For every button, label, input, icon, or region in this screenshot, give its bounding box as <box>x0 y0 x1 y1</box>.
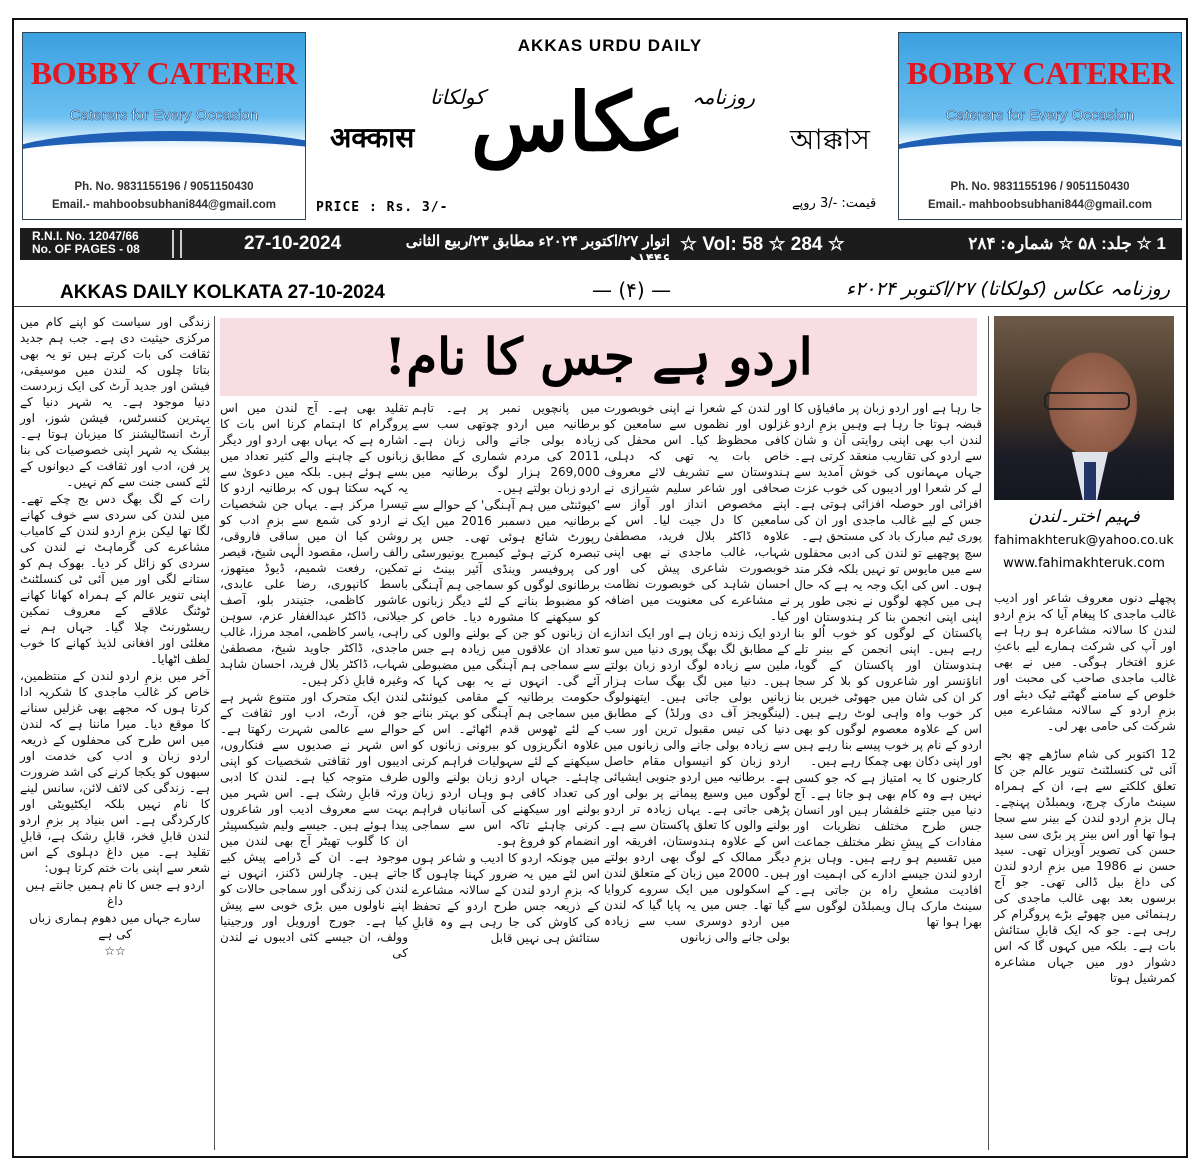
issue-date: 27-10-2024 <box>244 233 342 254</box>
header-rule <box>14 306 1186 307</box>
price-english: PRICE : Rs. 3/- <box>316 200 449 215</box>
wave-graphic <box>22 131 306 181</box>
page-number: — (۴) — <box>592 278 672 302</box>
article-column-3 <box>604 400 790 946</box>
article-column-5 <box>220 400 408 962</box>
page-header-urdu: روزنامہ عکاس (کولکاتا) ۲۷/اکتوبر ۲۰۲۴ء <box>846 278 1170 300</box>
verse-line: سارے جہاں میں دھوم ہماری زباں کی ہے <box>29 911 201 941</box>
volume-issue-urdu: 1 ☆ جلد: ۵۸ ☆ شمارہ: ۲۸۴ <box>968 234 1166 253</box>
ad-email: Email.- mahboobsubhani844@gmail.com <box>927 199 1152 211</box>
price-urdu: قیمت: -/3 روپے <box>792 196 877 211</box>
paragraph: پچھلے دنوں معروف شاعر اور ادیب غالب ماجدی کا پیغام آیا کہ بزمِ اردو لندن کا سالانہ مشاعرہ ہو رہا ہے اور آپ کی شرکت ہمارے لیے باعثِ عزو افتخار ہوگی۔ میں نے بھی غالب ماجدی صاحب کی محبت اور خلوص کے سامنے گھٹنے ٹیک دیئے اور بزمِ اردو کے سالانہ مشاعرے میں شرکت کی حامی بھر لی۔ <box>994 591 1176 733</box>
ad-brand: BOBBY CATERER <box>30 55 298 91</box>
column-divider <box>214 316 215 1150</box>
rni-block <box>32 230 140 256</box>
author-photo <box>994 316 1174 500</box>
ad-brand: BOBBY CATERER <box>906 55 1174 91</box>
paragraph: میں چونکہ اردو کا ادیب و شاعر ہوں اس لئے میں یہ ضرور کہنا چاہوں گا کہ بزمِ اردو لندن کے سالانہ مشاعرے کے ذریعہ جس طرح اردو کے تحفظ کی کاوش کی جا رہی ہے وہ قابلِ ستائش ہی نہیں قابل <box>412 851 600 945</box>
paragraph: 'کیوئنٹی میں ہم آہنگی' کے حوالے سے برطانیہ میں دسمبر 2016 میں ایک رپورٹ شائع ہوئی تھی۔ جس پر تبصرہ کرتے ہوئے کیمبرج یونیورسٹی کی پروفیسر وینڈی آئیر بینٹ نے برطانوی لوگوں کو سماجی ہم آہنگی کو مضبوط بنانے کے لئے دیگر زبانوں کو سیکھنے کا مشورہ دیا۔ خاص کر ان زبانوں کو جن کے بولنے والوں کی تعداد ان علاقوں میں زیادہ ہے جس سے سماجی ہم آہنگی میں مضبوطی آئے گی۔ انہوں نے یہ بھی کہا کہ حکومت برطانیہ کے مقامی کیوئنٹی میں سماجی ہم آہنگی کو بہتر بنانے کے لئے ٹھوس قدم اٹھائے۔ اس کے علاوہ انگریزوں کو بیرونی زبانوں کو سیکھنے کے لئے سہولیات فراہم کرنی چاہئے۔ جہاں اردو زبان بولنے والوں کی تعداد کافی ہو وہاں اردو زبان بولنے اور سیکھنے کی آسانیاں فراہم کرنی چاہئے تاکہ اس سے سماجی انضمام کو فروغ ہو۔ <box>412 498 600 848</box>
paragraph: آخر میں بزمِ اردو لندن کے منتظمین، خاص کر غالب ماجدی کا شکریہ ادا کرتا ہوں کہ مجھے بھی غزلیں سنانے کا موقع دیا۔ میرا ماننا ہے کہ لندن میں اس طرح کی محفلوں کے ذریعہ اردو زبان و ادب کی خدمت اور سبھوں کو یکجا کرنے کی اشد ضرورت ہے۔ زندگی کی لائف لائن، سانس لینے کا نام نہیں بلکہ ایکٹیویٹی اور کارکردگی ہے۔ اس بنیاد پر بزمِ اردو لندن قابلِ فخر، قابلِ رشک ہے، قابلِ تقلید ہے۔ میں داغ دہلوی کے اس شعر سے اپنی بات ختم کرتا ہوں: <box>20 669 210 875</box>
paragraph: رات کے لگ بھگ دس بج چکے تھے۔ میں لندن کی سردی سے خوف کھانے لگا تھا لیکن بزمِ اردو لندن کے کامیاب مشاعرے کی گرماہٹ نے لندن کی سردی کو زائل کر دیا۔ بھوک ہم کو ستانے لگی اور میں آئی ٹی کنسلٹنٹ اپنی تنویر عالم کے ہمراہ کھانا کھانے ٹوٹنگ علاقے کے معروف نمکین ریسٹورنٹ چلا گیا۔ جہاں ہم نے مغلئی اور افغانی لذیذ کھانے کا خوب لطف اٹھایا۔ <box>20 492 210 666</box>
paragraph: اور لندن کے شعرا نے اپنی خوبصورت غزلوں اور نظموں سے سامعین کو کافی محظوظ کیا۔ اس محفل کی خاص بات یہ تھی کہ دہلی، ہندوستان سے تشریف لائے معروف صحافی اور شاعر سلیم شیرازی نے اپنے مخصوص انداز اور آواز سے سامعین کا دل جیت لیا۔ اس کے علاوہ ڈاکٹر بلال فرید، مصطفیٰ شہاب، غالب ماجدی نے بھی اپنی خوبصورت شاعری پیش کی اور احسان شاہد کی خوبصورت نظامت نے مشاعرے کی معنویت میں اضافہ کیا۔ <box>604 401 790 623</box>
article-headline: اردو ہے جس کا نام! <box>220 318 977 396</box>
article-column-1 <box>994 590 1176 987</box>
volume-issue: ☆ Vol: 58 ☆ 284 ☆ <box>680 234 845 255</box>
masthead-english: AKKAS URDU DAILY <box>517 36 703 55</box>
rni-number: R.N.I. No. 12047/66 <box>32 229 139 243</box>
glasses <box>1044 392 1130 410</box>
ad-tagline: Caterers for Every Occasion <box>945 107 1135 124</box>
tie <box>1084 462 1096 500</box>
masthead-hindi: अक्कास <box>330 121 415 154</box>
issue-date-urdu: اتوار ۲۷/اکتوبر ۲۰۲۴ء مطابق ۲۳/ربیع الثانی ۱۴۴۶ھ <box>405 233 670 268</box>
paragraph: سچ پوچھیے تو لندن کی ادبی محفلوں سے میں مایوس تو نہیں بلکہ فکر مند ہوں۔ اس کی ایک وجہ یہ ہے کہ حال ہی میں کچھ لوگوں نے نجی طور پر اپنی اپنی انجمن بنا کر ہندوستان اور پاکستان کے لوگوں کو خوب اُلو بنا رہے ہیں۔ اپنی انجمن کے بینر تلے ہندوستان اور پاکستان کے گویا، اناؤنسر اور شاعروں کو بلا کر سجا کر ان کی شان میں جھوٹی خبریں بنا کر خوب واہ واہی لوٹ رہے ہیں۔ اس کے علاوہ معصوم لوگوں کو بھی اردو کے نام پر خوب پیسے بنا رہے ہیں اور اپنی دکان بھی چمکا رہے ہیں۔ <box>794 546 982 768</box>
ad-bobby-caterer-left[interactable] <box>22 32 306 220</box>
divider <box>172 230 182 258</box>
paragraph: لندن ایک متحرک اور متنوع شہر ہے جو فن، آرٹ، ادب اور ثقافت کے حوالے سے عالمی شہرت رکھتا ہے۔ اس شہر نے صدیوں سے فنکاروں، ادیبوں اور ثقافتی شخصیات کو اپنی طرف متوجہ کیا ہے۔ لندن کا ادبی ورثہ قابلِ رشک ہے۔ اس شہر میں بہت سے معروف ادیب اور شاعروں پیدا ہوئے ہیں۔ جیسے ولیم شیکسپیئر ان کا گلوب تھیٹر آج بھی لندن میں موجود ہے۔ ان کے ڈرامے پیش کیے جاتے ہیں۔ چارلس ڈکنز، انہوں نے لندن کی زندگی اور سماجی حالات کو اپنے ناولوں میں بڑی خوبی سے پیش کیا ہے۔ جورج اورویل اور ورجینیا وولف، ان جیسے کئی ادیبوں نے لندن کی <box>220 690 408 960</box>
article-column-4 <box>412 400 600 947</box>
page-count: No. OF PAGES - 08 <box>32 242 140 256</box>
masthead-kolkata: کولکاتا <box>430 85 485 109</box>
ad-bobby-caterer-right[interactable] <box>898 32 1182 220</box>
masthead-bengali: আক্কাস <box>790 123 870 156</box>
ad-phone: Ph. No. 9831155196 / 9051150430 <box>74 181 254 193</box>
page-header-english: AKKAS DAILY KOLKATA 27-10-2024 <box>60 282 385 303</box>
ad-tagline: Caterers for Every Occasion <box>69 107 259 124</box>
masthead-logo: عکاس <box>471 75 685 169</box>
article-column-6 <box>20 314 210 960</box>
paragraph: میں پانچویں نمبر پر ہے۔ تاہم برطانیہ میں اردو چوتھی سب سے زیادہ بولی جانے والی زبان ہے۔ 2011 کی مردم شماری کے مطابق 269,000 ہزار لوگ برطانیہ میں اردو زبان بولتے ہیں۔ <box>412 401 600 495</box>
author-name: فہیم اختر۔لندن <box>1028 507 1140 527</box>
author-email[interactable]: fahimakhteruk@yahoo.co.uk <box>994 532 1174 547</box>
paragraph: جا رہا ہے اور اردو زبان پر مافیاؤں کا قبضہ ہوتا جا رہا ہے وہیں بزمِ اردو لندن اب بھی اپنی روایتی آن و شان سے اردو کی تقاریب منعقد کرتی ہے۔ جہاں مہمانوں کی خوش آمدید سے لے کر شعرا اور ادیبوں کی خوب عزت افزائی اور حوصلہ افزائی ہوتی ہے۔ جس کے لیے غالب ماجدی اور ان کی پوری ٹیم مبارک باد کی مستحق ہے۔ <box>794 401 982 543</box>
paragraph: زندگی اور سیاست کو اپنے کام میں مرکزی حیثیت دی ہے۔ جب ہم جدید ثقافت کی بات کرتے ہیں تو یہ بھی بتاتا چلوں کہ لندن میں موسیقی، فیشن اور جدید آرٹ کی ایک زبردست دنیا موجود ہے۔ یہ شہر دنیا کے بہترین کنسرٹس، فیشن شوز، اور آرٹ انسٹالیشنز کا میزبان ہوتا ہے۔ بیشک یہ شہر اپنی خصوصیات کی بنا پر فن، ادب اور ثقافت کے دیوانوں کے لئے کسی جنت سے کم نہیں۔ <box>20 315 210 489</box>
verse-line: اردو ہے جس کا نام ہمیں جانتے ہیں داغ <box>25 878 205 908</box>
paragraph: تقلید بھی ہے۔ آج لندن میں اس پروگرام کا اہتمام کرنا اس بات کا اشارہ ہے کہ یہاں بھی اردو اور دیگر زبانوں کے چاہنے والے کثیر تعداد میں بسے ہوئے ہیں۔ بلکہ میں دعویٰ سے یہ کہہ سکتا ہوں کہ برطانیہ اردو کا تیسرا مرکز ہے۔ یہاں جن شخصیات نے اردو کی شمع سے بزمِ ادب کو روشن کیا ان میں ساقی فاروقی، رالف راسل، مقصود الٰہی شیخ، قیصر تمکین، رفعت شمیم، ڈیوڈ میتھوز، باسط کانپوری، رضا علی عابدی، عاشور کاظمی، جتیندر بلو، آصف جیلانی، ڈاکٹر عبدالغفار عزم، سوہن راہی، یاسر کاظمی، امجد مرزا، غالب ماجدی، ڈاکٹر جاوید شیخ، مصطفیٰ شہاب، ڈاکٹر بلال فرید، احسان شاہد وغیرہ قابلِ ذکر ہیں۔ <box>220 401 408 687</box>
paragraph: 12 اکتوبر کی شام ساڑھے چھ بجے آئی ٹی کنسلٹنٹ تنویر عالم جن کا تعلق کلکتے سے ہے، ان کے ہمراہ سینٹ مارک چرچ، ویمبلڈن پہنچے۔ ہال بزمِ اردو لندن کے بینر سے سجا ہوا تھا اور اس بینر پر بڑی سی سید حسن کی تصویر آویزاں تھی۔ سید حسن نے 1986 میں بزمِ اردو لندن کی داغ بیل ڈالی تھی۔ جو آج برسوں بعد بھی غالب ماجدی کی رہنمائی میں چھوٹے بڑے پروگرام کر رہی ہے۔ جو کہ ایک قابلِ ستائش بات ہے۔ بلکہ میں کہوں گا کہ اس دشوار دور میں جہاں مشاعرہ کمرشیل ہوتا <box>994 747 1176 985</box>
paragraph: کارجنوں کا یہ امتیاز ہے کہ جو کسی نہیں ہے وہ کام بھی ہو جاتا ہے۔ آج دنیا میں جتنے خلفشار ہیں اور انسان جس طرح مختلف نظریات اور مفادات کے پیشِ نظر مختلف جماعت میں تقسیم ہو رہے ہیں۔ وہاں بزمِ اردو لندن جیسے ادارے کی اہمیت اور افادیت مشعلِ راہ بن جاتی ہے۔ سینٹ مارک ہال ویمبلڈن لوگوں سے بھرا ہوا تھا <box>794 771 982 929</box>
masthead-roznama: روزنامہ <box>692 85 756 109</box>
ad-email: Email.- mahboobsubhani844@gmail.com <box>51 199 276 211</box>
column-divider <box>988 316 989 1150</box>
paragraph: اردو ایک زندہ زبان ہے اور ایک اندازے کے مطابق لگ بھگ پوری دنیا میں سو ملین سے زیادہ لوگ اردو زبان بولتے ہیں۔ دنیا میں لگ بھگ سات ہزار زبانیں بولی جاتی ہیں۔ ایتھنولوگ (لینگویجز آف دی ورلڈ) کے مطابق دنیا کی تیس مقبول ترین اور سب سے زیادہ بولی جانے والی زبانوں میں اردو زبان کو انیسواں مقام حاصل ہے۔ برطانیہ میں اردو جنوبی ایشیائی لوگوں میں وسیع پیمانے پر بولی اور پڑھی جاتی ہے۔ یہاں زیادہ تر اردو بولنے والوں کا تعلق پاکستان سے ہے۔ اس کے علاوہ ہندوستان، افریقہ اور دیگر ممالک کے لوگ بھی اردو بولتے ہیں۔ 2000 میں زبان کے متعلق لندن کے اسکولوں میں ایک سروے کروایا گیا تھا۔ جس میں یہ پایا گیا کہ لندن میں اردو دوسری سب سے زیادہ بولی جانے والی زبانوں <box>604 626 790 944</box>
info-bar <box>20 228 1182 268</box>
wave-graphic <box>898 131 1182 181</box>
end-mark: ☆☆ <box>104 944 126 958</box>
ad-phone: Ph. No. 9831155196 / 9051150430 <box>950 181 1130 193</box>
author-website[interactable]: www.fahimakhteruk.com <box>1003 556 1165 571</box>
article-column-2 <box>794 400 982 931</box>
